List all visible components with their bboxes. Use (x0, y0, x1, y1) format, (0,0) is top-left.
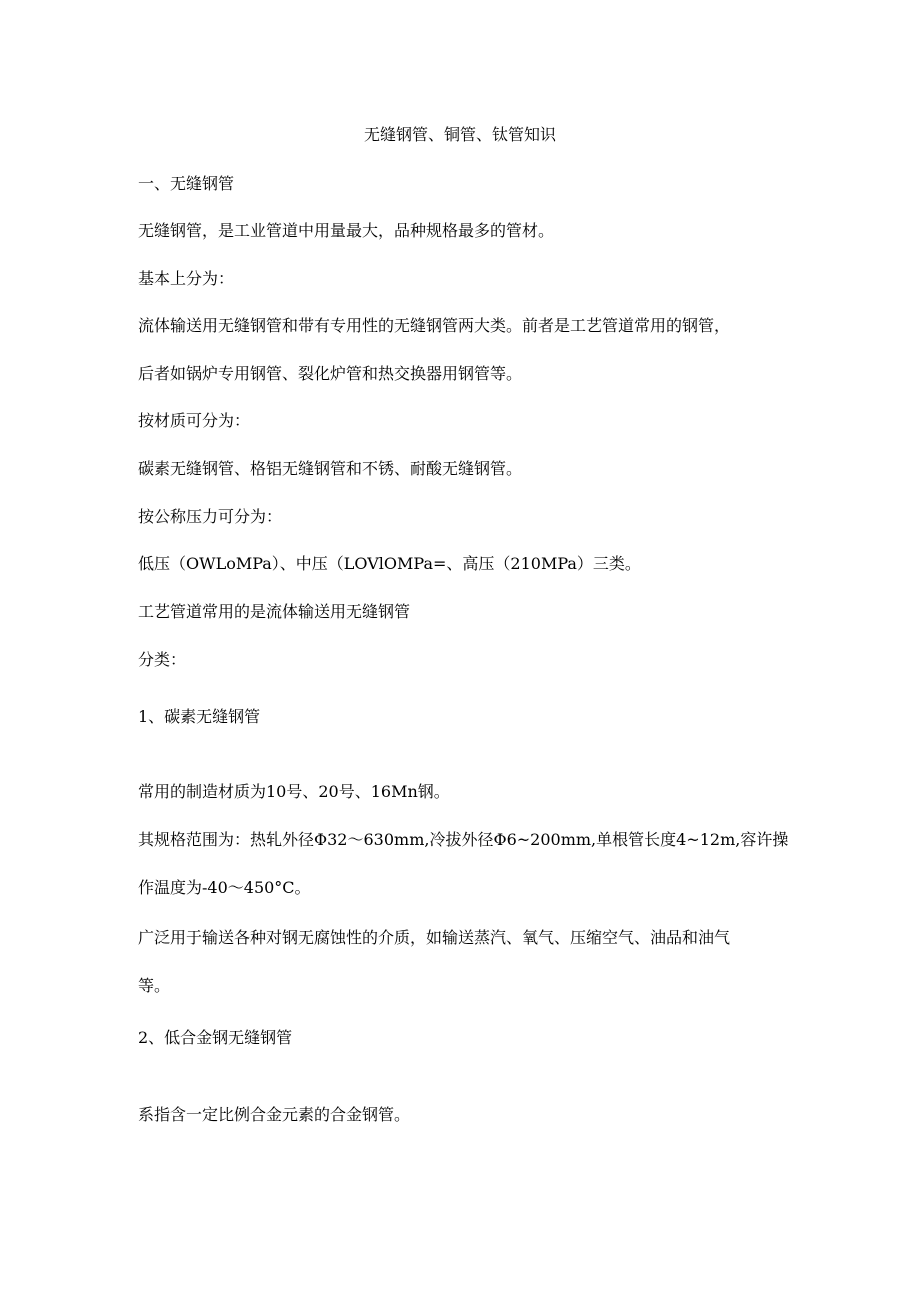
paragraph-line: 广泛用于输送各种对钢无腐蚀性的介质，如输送蒸汽、氧气、压缩空气、油品和油气 (138, 928, 731, 947)
paragraph-line: 系指含一定比例合金元素的合金钢管。 (138, 1105, 411, 1124)
paragraph-line: 碳素无缝钢管、格铝无缝钢管和不锈、耐酸无缝钢管。 (138, 459, 523, 478)
paragraph-line: 无缝钢管，是工业管道中用量最大，品种规格最多的管材。 (138, 221, 555, 240)
paragraph-line: 按公称压力可分为： (138, 507, 283, 526)
paragraph-line: 常用的制造材质为10号、20号、16Mn钢。 (138, 782, 450, 801)
subsection-heading-low-alloy-pipe: 2、低合金钢无缝钢管 (138, 1028, 293, 1047)
paragraph-line: 按材质可分为： (138, 411, 251, 430)
document-title: 无缝钢管、铜管、钛管知识 (363, 125, 556, 144)
paragraph-line: 其规格范围为：热轧外径Φ32～630mm,冷拔外径Φ6~200mm,单根管长度4~12m,容许操 (138, 830, 789, 849)
paragraph-line: 分类： (138, 650, 187, 669)
paragraph-line: 基本上分为： (138, 269, 235, 288)
paragraph-line: 流体输送用无缝钢管和带有专用性的无缝钢管两大类。前者是工艺管道常用的钢管， (138, 316, 731, 335)
paragraph-line: 后者如锅炉专用钢管、裂化炉管和热交换器用钢管等。 (138, 364, 523, 383)
section-heading-seamless-steel-pipe: 一、无缝钢管 (138, 174, 235, 193)
paragraph-line: 作温度为-40～450°C。 (138, 878, 311, 897)
paragraph-line: 工艺管道常用的是流体输送用无缝钢管 (138, 602, 411, 621)
subsection-heading-carbon-pipe: 1、碳素无缝钢管 (138, 707, 261, 726)
paragraph-line: 等。 (138, 976, 171, 995)
paragraph-line: 低压（OWLoMPa）、中压（LOVlOMPa=、高压（210MPa）三类。 (138, 554, 641, 573)
